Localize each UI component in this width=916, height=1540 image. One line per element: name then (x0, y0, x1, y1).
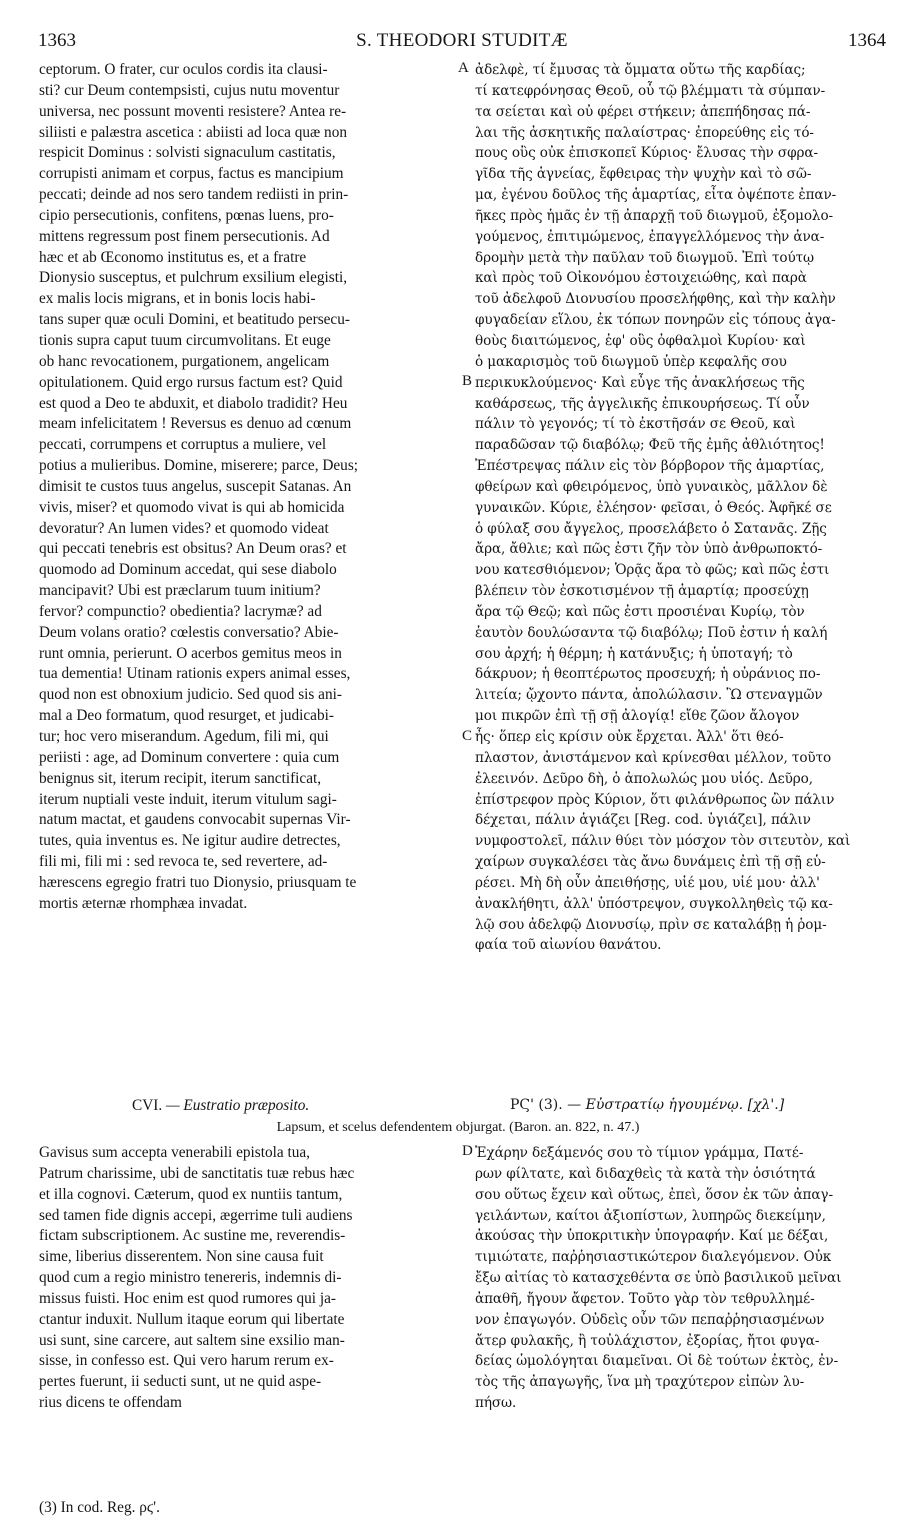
text-line: ἑαυτὸν δουλώσαντα τῷ διαβόλῳ; Ποῦ ἐστιν ἡ καλή (475, 624, 828, 641)
text-line: pertes fuerunt, ii seducti sunt, ut ne quid aspe- (39, 1373, 322, 1391)
text-line: hæc et ab Œconomo institutus es, et a fratre (39, 248, 307, 266)
text-line: πλαστον, ἀνιστάμενον καὶ κρίνεσθαι μέλλον, τοῦτο (475, 749, 832, 766)
text-line: δέχεται, πάλιν ἁγιάζει [Reg. cod. ὑγιάζει], πάλιν (475, 812, 811, 829)
text-line: tua dementia! Utinam rationis expers animal esses, (39, 665, 351, 683)
greek-column-letter-106 (475, 1143, 895, 1414)
text-line: ἀκούσας τὴν ὑποκριτικὴν ὑπογραφήν. Καί με δέξαι, (475, 1228, 829, 1245)
text-line: meam infelicitatem ! Reversus es denuo ad cœnum (39, 415, 352, 433)
text-line: hærescens egregio fratri tuo Dionysio, priusquam te (39, 873, 357, 891)
margin-marker-b: B (462, 373, 473, 389)
text-line: δάκρυον; ἡ θεοπτέρωτος προσευχή; ἡ οὐράνιος πο- (475, 666, 821, 683)
text-line: mortis æternæ rhomphæa invadat. (39, 894, 248, 912)
text-line: δρομὴν μετὰ τὴν παῦλαν τοῦ διωγμοῦ. Ἐπὶ τούτῳ (475, 249, 815, 266)
footnote: (3) In cod. Reg. ρϛ'. (39, 1499, 160, 1516)
text-line: παραδῶσαν τῷ διαβόλῳ; Φεῦ τῆς ἐμῆς ἀθλιότητος! (475, 437, 825, 454)
text-line: quomodo ad Dominum accedat, qui sese diabolo (39, 561, 337, 579)
latin-column-letter-105 (39, 60, 459, 915)
text-line: fictam subscriptionem. Ac sustine me, reverendis- (39, 1227, 346, 1245)
text-line: ceptorum. O frater, cur oculos cordis ita clausi- (39, 61, 328, 78)
text-line: ἀπαθῆ, ἤγουν ἄφετον. Τοῦτο γὰρ τὸν τεθρυλλημέ- (475, 1290, 815, 1307)
text-line: universa, nec possunt moventi resistere? Antea re- (39, 102, 347, 120)
text-line: νον ἐπαγωγόν. Οὐδεὶς οὖν τῶν πεπαῤῥησιασμένων (475, 1311, 825, 1328)
text-line: quod cum a regio ministro tenereris, indemnis di- (39, 1269, 342, 1287)
text-line: sisse, in confesso est. Qui vero harum rerum ex- (39, 1352, 334, 1370)
text-line: περικυκλούμενος· Καὶ εὖγε τῆς ἀνακλήσεως τῆς (475, 374, 805, 391)
text-line: vivis, miser? et quomodo vivat is qui ab homicida (39, 498, 345, 516)
text-line: ἄρα τῷ Θεῷ; καὶ πῶς ἐστι προσιέναι Κυρίῳ, τὸν (475, 603, 805, 620)
text-line: ἄρα, ἄθλιε; καὶ πῶς ἐστι ζῆν τὸν ὑπὸ ἀνθρωποκτό- (475, 541, 823, 558)
text-line: devoratur? An lumen vides? et quomodo videat (39, 519, 329, 537)
text-line: ἐπίστρεφον πρὸς Κύριον, ὅτι φιλάνθρωπος ὢν πάλιν (475, 791, 835, 808)
text-line: νυμφοστολεῖ, πάλιν θύει τὸν μόσχον τὸν σιτευτὸν, καὶ (475, 833, 851, 850)
text-line: μοι πικρῶν ἐπὶ τῇ σῇ ἀλογίᾳ! εἴθε ζῶον ἄλογον (475, 708, 800, 725)
text-line: καὶ πρὸς τοῦ Οἰκονόμου ἐστοιχειώθης, καὶ παρὰ (475, 270, 807, 287)
text-line: τοῦ ἀδελφοῦ Διονυσίου προσελήφθης, καὶ τὴν καλὴν (475, 291, 836, 308)
page-number-left: 1363 (38, 30, 76, 51)
text-line: τὸς τῆς ἀπαγωγῆς, ἵνα μὴ τραχύτερον εἰπὼν λυ- (475, 1374, 805, 1391)
text-line: σου οὕτως ἔχειν καὶ οὕτως, ἐπεὶ, ὅσον ἐκ τῶν ἀπαγ- (475, 1186, 833, 1203)
text-line: ἀνακλήθητι, ἀλλ' ὑπόστρεψον, συγκολληθεὶς τῷ κα- (475, 895, 833, 912)
text-line: mal a Deo formatum, quod resurget, et judicabi- (39, 707, 334, 725)
text-line: Ἐπέστρεψας πάλιν εἰς τὸν βόρβορον τῆς ἁμαρτίας, (475, 458, 825, 475)
text-line: φυγαδείαν εἵλου, ἐκ τόπων πονηρῶν εἰς τόπους ἀγα- (475, 312, 836, 329)
text-line: λιτεία; ᾤχοντο πάντα, ἀπολώλασιν. Ὢ στεναγμῶν (475, 687, 823, 704)
text-line: fili mi, fili mi : sed revoca te, sed revertere, ad- (39, 853, 328, 871)
text-line: λῷ σου ἀδελφῷ Διονυσίῳ, πρὶν σε καταλάβῃ ἡ ῥομ- (475, 916, 827, 933)
text-line: γῖδα τῆς ἁγνείας, ἔφθειρας τὴν ψυχὴν καὶ τὸ σῶ- (475, 166, 812, 183)
section-heading-greek (510, 1097, 784, 1113)
text-line: ὁ φύλαξ σου ἄγγελος, προσελάβετο ὁ Σατανᾶς. Ζῇς (475, 520, 827, 537)
text-line: ex malis locis migrans, et in bonis locis habi- (39, 290, 316, 308)
text-line: et illa cognovi. Cæterum, quod ex nuntiis tantum, (39, 1185, 343, 1203)
text-line: qui peccati tenebris est obsitus? An Deum oras? et (39, 540, 347, 558)
text-line: quod non est obnoxium judicio. Sed quod sis ani- (39, 686, 342, 704)
text-line: μα, ἐγένου δοῦλος τῆς ἁμαρτίας, εἶτα ὀψέποτε ἐπαν- (475, 187, 837, 204)
text-line: usi sunt, sine carcere, aut saltem sine exsilio man- (39, 1331, 345, 1349)
text-line: est quod a Deo te abduxit, et diabolo tradidit? Heu (39, 394, 348, 412)
text-line: καθάρσεως, τῆς ἀγγελικῆς ἐπικουρήσεως. Τί οὖν (475, 395, 810, 412)
text-line: λαι τῆς ἀσκητικῆς παλαίστρας· ἐπορεύθης εἰς τό- (475, 124, 814, 141)
text-line: ῆκες πρὸς ἡμᾶς ἐν τῇ ἀπαρχῇ τοῦ διωγμοῦ, ἐξομολο- (475, 207, 834, 224)
text-line: ob hanc revocationem, purgationem, angelicam (39, 352, 330, 370)
text-line: peccati, corrumpens et corruptus a muliere, vel (39, 436, 327, 454)
text-line: δείας ὡμολόγηται διαμεῖναι. Οἱ δὲ τούτων ἐκτὸς, ἐν- (475, 1353, 839, 1370)
text-line: siliisti e palæstra ascetica : abiisti ad loca quæ non (39, 123, 347, 141)
text-line: sti? cur Deum contempsisti, cujus nutu moventur (39, 81, 340, 99)
text-line: tionis supra caput tuum circumvolitans. Et euge (39, 331, 331, 349)
text-line: ἄτερ φυλακῆς, ἢ τοὐλάχιστον, ἐξορίας, ἤτοι φυγα- (475, 1332, 820, 1349)
text-line: sed tamen fide dignis accepi, ægerrime tuli audiens (39, 1206, 353, 1224)
text-line: πους οὓς οὐκ ἐπισκοπεῖ Κύριος· ἔλυσας τὴν σφρα- (475, 145, 818, 162)
text-line: ρέσει. Μὴ δὴ οὖν ἀπειθήσῃς, υἱέ μου, υἱέ μου· ἀλλ' (475, 874, 820, 891)
text-line: γειλάντων, καίτοι ἀξιοπίστων, λυπηρῶς διεκείμην, (475, 1207, 826, 1224)
text-line: missus fuisti. Hoc enim est quod rumores qui ja- (39, 1289, 336, 1307)
text-line: Ἐχάρην δεξάμενός σου τὸ τίμιον γράμμα, Πατέ- (475, 1145, 804, 1161)
text-line: mancipavit? Ubi est præclarum tuum initium? (39, 582, 321, 600)
text-line: χαίρων συγκαλέσει τὰς ἄνω δυνάμεις ἐπὶ τῇ σῇ εὑ- (475, 854, 826, 871)
text-line: iterum nuptiali veste induit, iterum vitulum sagi- (39, 790, 337, 808)
text-line: Gavisus sum accepta venerabili epistola tua, (39, 1144, 311, 1161)
text-line: mittens regressum post finem persecutionis. Ad (39, 227, 330, 245)
text-line: νου κατεσθιόμενον; Ὁρᾷς ἄρα τὸ φῶς; καὶ πῶς ἐστι (475, 562, 830, 579)
text-line: opitulationem. Quid ergo rursus factum est? Quid (39, 373, 343, 391)
text-line: peccati; deinde ad nos sero tandem rediisti in prin- (39, 186, 349, 204)
section-number-greek: ΡϚ' (3). (510, 1097, 563, 1113)
page-header (38, 30, 886, 60)
text-line: γυναικῶν. Κύριε, ἐλέησον· φεῖσαι, ὁ Θεός. Ἀφῆκέ σε (475, 499, 832, 516)
page-number-right: 1364 (848, 30, 886, 51)
text-line: tans super quæ oculi Domini, et beatitudo persecu- (39, 311, 350, 329)
text-line: πήσω. (475, 1395, 517, 1412)
section-number-latin: CVI. (132, 1097, 163, 1114)
text-line: Deum volans oratio? cœlestis conversatio? Abie- (39, 623, 339, 641)
text-line: φαία τοῦ αἰωνίου θανάτου. (475, 937, 662, 954)
text-line: σου ἀρχή; ἡ θέρμη; ἡ κατάνυξις; ἡ ὑποταγή; τὸ (475, 645, 793, 662)
section-summary: Lapsum, et scelus defendentem objurgat. (Baron. an. 822, n. 47.) (276, 1120, 640, 1135)
text-line: τί κατεφρόνησας Θεοῦ, οὗ τῷ βλέμματι τὰ σύμπαν- (475, 82, 826, 99)
text-line: πάλιν τὸ γεγονός; τί τὸ ἐκστῆσάν σε Θεοῦ, καὶ (475, 416, 796, 433)
text-line: periisti : age, ad Dominum convertere : quia cum (39, 748, 340, 766)
text-line: respicit Dominus : solvisti signaculum castitatis, (39, 144, 336, 162)
text-line: ἐλεεινόν. Δεῦρο δὴ, ὁ ἀπολωλώς μου υἱός. Δεῦρο, (475, 770, 813, 787)
text-line: sime, liberius disserentem. Non sine causa fuit (39, 1248, 324, 1266)
section-title-greek: — Εὐστρατίῳ ἡγουμένῳ. [χλ'.] (567, 1097, 785, 1113)
text-line: corrupisti animam et corpus, factus es mancipium (39, 165, 344, 183)
text-line: runt omnia, perierunt. O acerbos gemitus meos in (39, 644, 342, 662)
text-line: tutes, quia inventus es. Ne igitur audire detrectes, (39, 832, 341, 850)
text-line: ἔξω αἰτίας τὸ κατασχεθέντα σε ὑπὸ βασιλικοῦ μεῖναι (475, 1270, 842, 1287)
text-line: Dionysio susceptus, et pulchrum exsilium elegisti, (39, 269, 348, 287)
text-line: ἀδελφὲ, τί ἔμυσας τὰ ὄμματα οὕτω τῆς καρδίας; (475, 62, 806, 78)
text-line: βλέπειν τὸν ἐσκοτισμένον τῇ ἁμαρτίᾳ; προσεύχῃ (475, 583, 809, 600)
text-line: rius dicens te offendam (39, 1394, 182, 1412)
running-title: S. THEODORI STUDITÆ (356, 30, 568, 51)
text-line: natum mactat, et gaudens convocabit supernas Vir- (39, 811, 351, 829)
margin-marker-d: D (462, 1143, 473, 1159)
text-line: γούμενος, ἐπιτιμώμενος, ἐπαγγελλόμενος τὴν ἀνα- (475, 228, 825, 245)
text-line: φθείρων καὶ φθειρόμενος, ὑπὸ γυναικὸς, μᾶλλον δὲ (475, 478, 828, 495)
text-line: benignus sit, iterum recipit, iterum sanctificat, (39, 769, 322, 787)
text-line: τιμιώτατε, παῤῥησιαστικώτερον διαλεγόμενον. Οὐκ (475, 1249, 832, 1266)
text-line: ἦς· ὅπερ εἰς κρίσιν οὐκ ἔρχεται. Ἀλλ' ὅτι θεό- (475, 729, 784, 745)
greek-column-letter-105 (475, 60, 895, 956)
text-line: potius a mulieribus. Domine, miserere; parce, Deus; (39, 457, 359, 475)
text-line: tur; hoc vero miserandum. Agedum, fili mi, qui (39, 728, 329, 745)
text-line: Patrum charissime, ubi de sanctitatis tuæ rebus hæc (39, 1164, 355, 1182)
text-line: τα σείεται καὶ οὐ φέρει στήκειν; ἀπεπήδησας πά- (475, 103, 811, 120)
section-title-latin: — Eustratio præposito. (166, 1097, 310, 1114)
section-heading-latin (132, 1097, 309, 1115)
text-line: dimisit te custos tuus angelus, suscepit Satanas. An (39, 477, 352, 495)
text-line: ctantur induxit. Nullum itaque eorum qui libertate (39, 1310, 345, 1328)
text-line: fervor? compunctio? obedientia? lacrymæ? ad (39, 602, 322, 620)
text-line: cipio persecutionis, confitens, pœnas luens, pro- (39, 206, 334, 224)
text-line: θοὺς διαιτώμενος, ἐφ' οὓς ὀφθαλμοὶ Κυρίου· καὶ (475, 332, 806, 349)
text-line: ὁ μακαρισμὸς τοῦ διωγμοῦ ὑπὲρ κεφαλῆς σου (475, 353, 787, 370)
margin-marker-a: A (458, 60, 469, 76)
latin-column-letter-106 (39, 1143, 459, 1414)
text-line: ρων φίλτατε, καὶ διδαχθεὶς τὰ κατὰ τὴν ὁσιότητά (475, 1165, 816, 1182)
margin-marker-c: C (462, 728, 473, 744)
